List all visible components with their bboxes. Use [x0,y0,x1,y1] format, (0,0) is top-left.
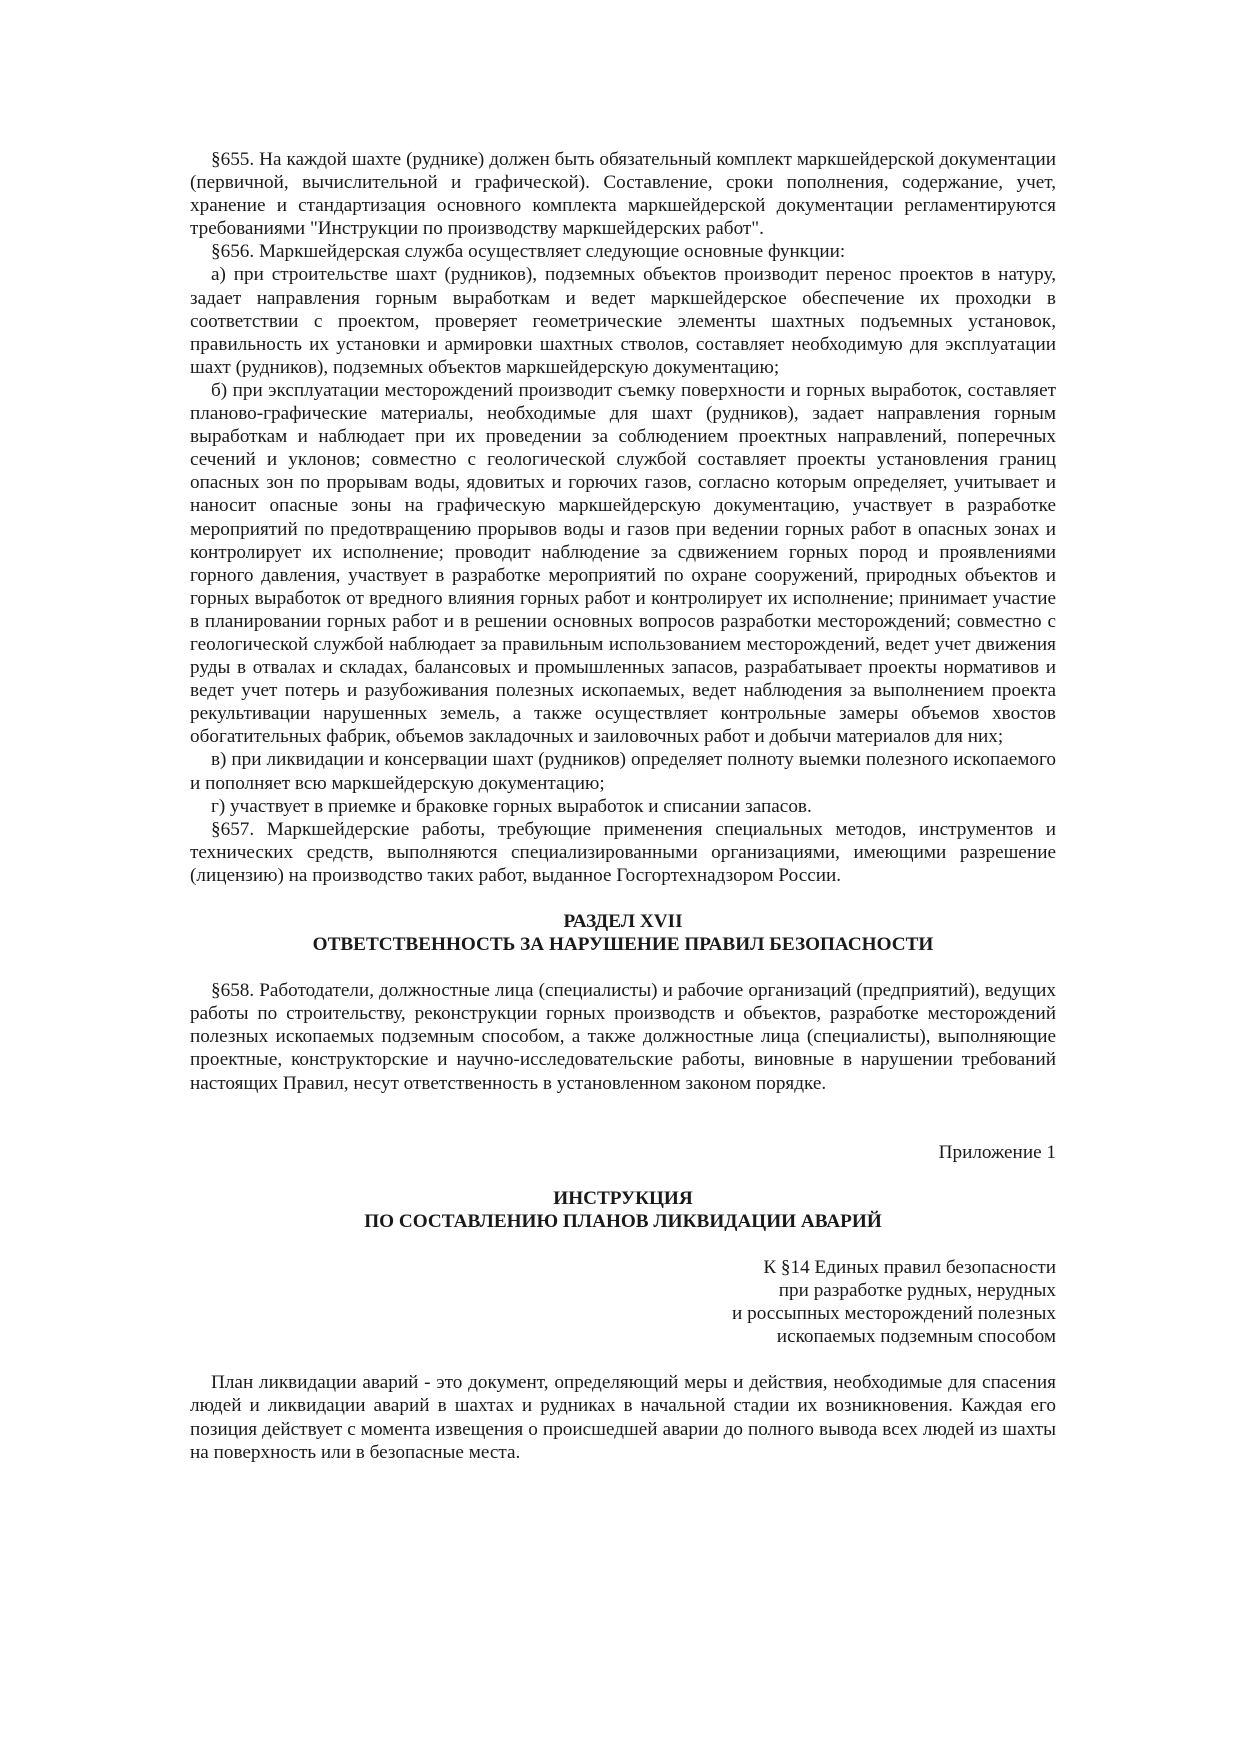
instruction-subtitle: ПО СОСТАВЛЕНИЮ ПЛАНОВ ЛИКВИДАЦИИ АВАРИЙ [364,1210,882,1232]
instruction-title: ИНСТРУКЦИЯ [553,1187,693,1209]
reference-line-4: ископаемых подземным способом [776,1326,1056,1348]
paragraph-657: §657. Маркшейдерские работы, требующие применения специальных методов, инструментов и технических средств, выполняются специализированными организациями, имеющими разрешение (лицензию) на производство таких работ, выданное Госгортехнадзором России. [190,818,1056,886]
paragraph-658: §658. Работодатели, должностные лица (специалисты) и рабочие организаций (предприятий), ведущих работы по строительству, реконструкции горных производств и объектов, разработке месторождений полезных ископаемых подземным способом, а также должностные лица (специалисты), выполняющие проектные, конструкторские и научно-исследовательские работы, виновные в нарушении требований настоящих Правил, несут ответственность в установленном законом порядке. [190,980,1056,1094]
section-heading [190,910,1056,956]
document-body [190,148,1056,1464]
reference-line-3: и россыпных месторождений полезных [732,1303,1056,1325]
plan-definition-paragraph: План ликвидации аварий - это документ, определяющий меры и действия, необходимые для спасения людей и ликвидации аварий в шахтах и рудниках в начальной стадии их возникновения. Каждая его позиция действует с момента извещения о происшедшей аварии до полного вывода всех людей из шахты на поверхность или в безопасные места. [190,1372,1056,1463]
instruction-heading [190,1187,1056,1233]
paragraph-656-v: в) при ликвидации и консервации шахт (рудников) определяет полноту выемки полезного ископаемого и пополняет всю маркшейдерскую документацию; [190,749,1056,794]
paragraph-656-a: а) при строительстве шахт (рудников), подземных объектов производит перенос проектов в натуру, задает направления горным выработкам и ведет маркшейдерское обеспечение их проходки в соответствии с проектом, проверяет геометрические элементы шахтных подъемных установок, правильность их установки и армировки шахтных стволов, составляет необходимую для эксплуатации шахт (рудников), подземных объектов маркшейдерскую документацию; [190,264,1056,378]
paragraph-656: §656. Маркшейдерская служба осуществляет следующие основные функции: [211,241,846,263]
appendix-label: Приложение 1 [938,1141,1056,1163]
reference-note [190,1256,1056,1348]
paragraph-656-g: г) участвует в приемке и браковке горных выработок и списании запасов. [211,795,812,817]
paragraph-656-b: б) при эксплуатации месторождений производит съемку поверхности и горных выработок, составляет планово-графические материалы, необходимые для шахт (рудников), задает направления горным выработкам и наблюдает при их проведении за соблюдением проектных направлений, поперечных сечений и уклонов; совместно с геологической службой составляет проекты установления границ опасных зон по прорывам воды, ядовитых и горючих газов, согласно которым определяет, учитывает и наносит опасные зоны на графическую маркшейдерскую документацию, участвует в разработке мероприятий по предотвращению прорывов воды и газов при ведении горных работ в опасных зонах и контролирует их исполнение; проводит наблюдение за сдвижением горных пород и проявлениями горного давления, участвует в разработке мероприятий по охране сооружений, природных объектов и горных выработок от вредного влияния горных работ и контролирует их исполнение; принимает участие в планировании горных работ и в решении основных вопросов разработки месторождений; совместно с геологической службой наблюдает за правильным использованием месторождений, ведет учет движения руды в отвалах и складах, балансовых и промышленных запасов, разрабатывает проекты нормативов и ведет учет потерь и разубоживания полезных ископаемых, ведет наблюдения за выполнением проекта рекультивации нарушенных земель, а также осуществляет контрольные замеры объемов хвостов обогатительных фабрик, объемов закладочных и заиловочных работ и добычи материалов для них; [190,379,1056,748]
reference-line-2: при разработке рудных, нерудных [778,1280,1056,1302]
section-number: РАЗДЕЛ XVII [563,911,683,932]
paragraph-655: §655. На каждой шахте (руднике) должен быть обязательный комплект маркшейдерской документации (первичной, вычислительной и графической). Составление, сроки пополнения, содержание, учет, хранение и стандартизация основного комплекта маркшейдерской документации регламентируются требованиями "Инструкции по производству маркшейдерских работ". [190,149,1056,240]
section-title: ОТВЕТСТВЕННОСТЬ ЗА НАРУШЕНИЕ ПРАВИЛ БЕЗОПАСНОСТИ [312,934,934,956]
reference-line-1: К §14 Единых правил безопасности [763,1256,1056,1278]
